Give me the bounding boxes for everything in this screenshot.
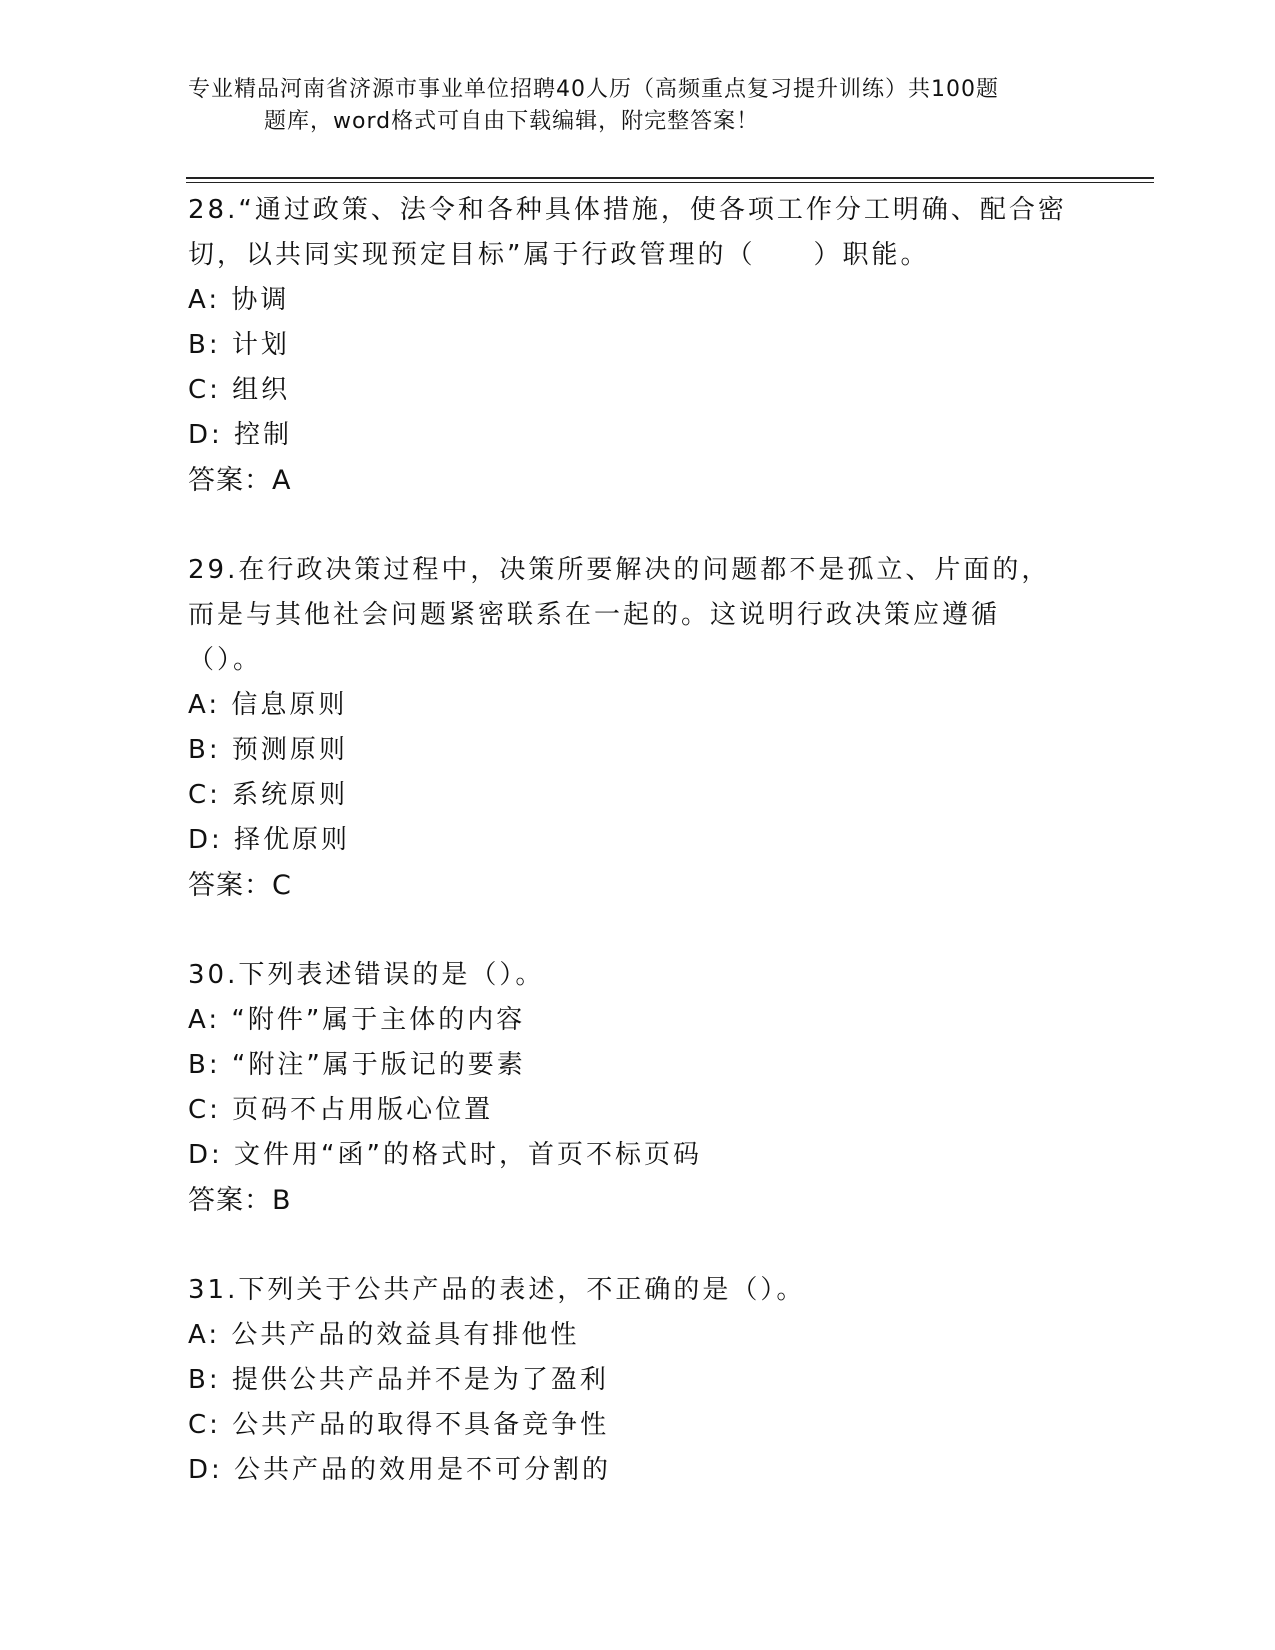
option-a: A: 公共产品的效益具有排他性 (188, 1320, 580, 1350)
question-29 (188, 548, 1068, 908)
option-a: A: 信息原则 (188, 690, 348, 720)
option-a: A: “附件”属于主体的内容 (188, 1005, 526, 1035)
option-b: B: 计划 (188, 330, 290, 360)
option-d: D: 文件用“函”的格式时，首页不标页码 (188, 1140, 702, 1170)
question-list (188, 188, 1068, 1538)
option-c: C: 组织 (188, 375, 291, 405)
answer-label: 答案：A (188, 465, 292, 496)
header-divider-thin (186, 182, 1154, 183)
option-d: D: 择优原则 (188, 825, 351, 855)
question-stem: 29.在行政决策过程中，决策所要解决的问题都不是孤立、片面的，而是与其他社会问题紧密联系在一起的。这说明行政决策应遵循（）。 (188, 555, 1051, 675)
question-28 (188, 188, 1068, 503)
option-d: D: 控制 (188, 420, 293, 450)
header-title-line2: 题库，word格式可自由下载编辑，附完整答案！ (264, 109, 760, 134)
option-c: C: 公共产品的取得不具备竞争性 (188, 1410, 610, 1440)
option-d: D: 公共产品的效用是不可分割的 (188, 1455, 612, 1485)
option-b: B: “附注”属于版记的要素 (188, 1050, 526, 1080)
header-title-line1: 专业精品河南省济源市事业单位招聘40人历（高频重点复习提升训练）共100题 (188, 77, 999, 102)
answer-label: 答案：B (188, 1185, 292, 1216)
option-c: C: 页码不占用版心位置 (188, 1095, 494, 1125)
option-b: B: 预测原则 (188, 735, 348, 765)
header-divider-thick (186, 177, 1154, 179)
question-31 (188, 1268, 1068, 1493)
option-b: B: 提供公共产品并不是为了盈利 (188, 1365, 609, 1395)
document-header (188, 74, 1068, 138)
question-30 (188, 953, 1068, 1223)
answer-label: 答案：C (188, 870, 292, 901)
question-stem: 31.下列关于公共产品的表述，不正确的是（）。 (188, 1275, 806, 1305)
option-c: C: 系统原则 (188, 780, 349, 810)
question-stem: 28.“通过政策、法令和各种具体措施，使各项工作分工明确、配合密切，以共同实现预定目标”属于行政管理的（ ）职能。 (188, 195, 1067, 270)
question-stem: 30.下列表述错误的是（）。 (188, 960, 545, 990)
option-a: A: 协调 (188, 285, 290, 315)
